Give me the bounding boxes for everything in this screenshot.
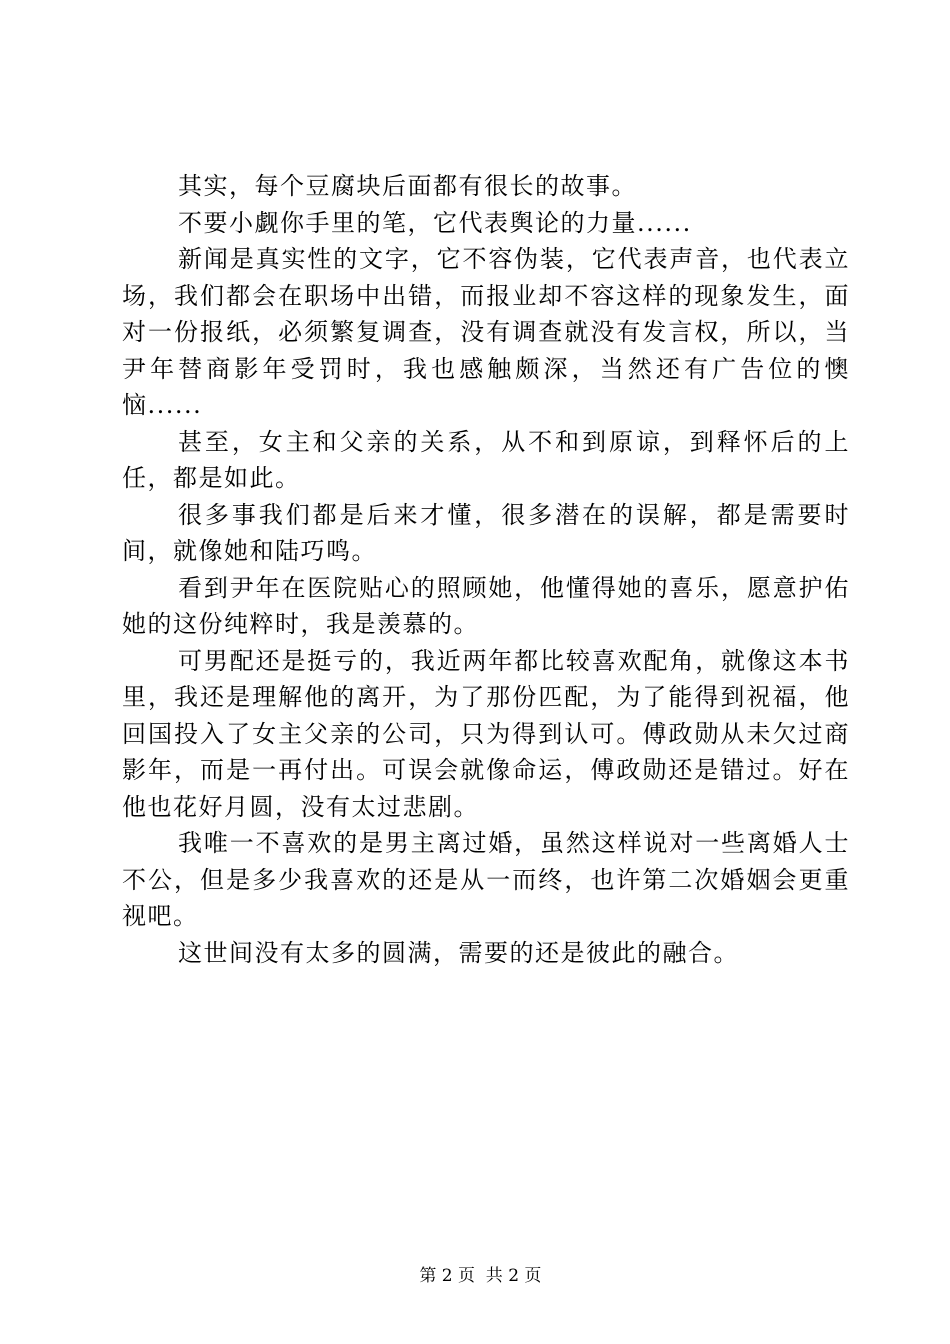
paragraph: 新闻是真实性的文字，它不容伪装，它代表声音，也代表立场，我们都会在职场中出错，而报业却不容这样的现象发生，面对一份报纸，必须繁复调查，没有调查就没有发言权，所以，当尹年替商影年受罚时，我也感触颇深，当然还有广告位的懊恼...... xyxy=(122,245,850,419)
paragraph: 可男配还是挺亏的，我近两年都比较喜欢配角，就像这本书里，我还是理解他的离开，为了那份匹配，为了能得到祝福，他回国投入了女主父亲的公司，只为得到认可。傅政勋从未欠过商影年，而是一再付出。可误会就像命运，傅政勋还是错过。好在他也花好月圆，没有太过悲剧。 xyxy=(122,646,850,821)
paragraph: 这世间没有太多的圆满，需要的还是彼此的融合。 xyxy=(178,938,739,967)
paragraph: 甚至，女主和父亲的关系，从不和到原谅，到释怀后的上任，都是如此。 xyxy=(122,427,850,492)
paragraph: 其实，每个豆腐块后面都有很长的故事。 xyxy=(178,172,637,200)
paragraph: 看到尹年在医院贴心的照顾她，他懂得她的喜乐，愿意护佑她的这份纯粹时，我是羡慕的。 xyxy=(122,573,850,638)
paragraph: 不要小觑你手里的笔，它代表舆论的力量...... xyxy=(178,208,692,237)
paragraph: 我唯一不喜欢的是男主离过婚，虽然这样说对一些离婚人士不公，但是多少我喜欢的还是从一而终，也许第二次婚姻会更重视吧。 xyxy=(122,829,850,930)
page-number-label: 第 2 页 共 2 页 xyxy=(419,1266,542,1286)
paragraph: 很多事我们都是后来才懂，很多潜在的误解，都是需要时间，就像她和陆巧鸣。 xyxy=(122,500,850,565)
page-footer xyxy=(0,1240,950,1288)
document-body xyxy=(122,168,850,971)
